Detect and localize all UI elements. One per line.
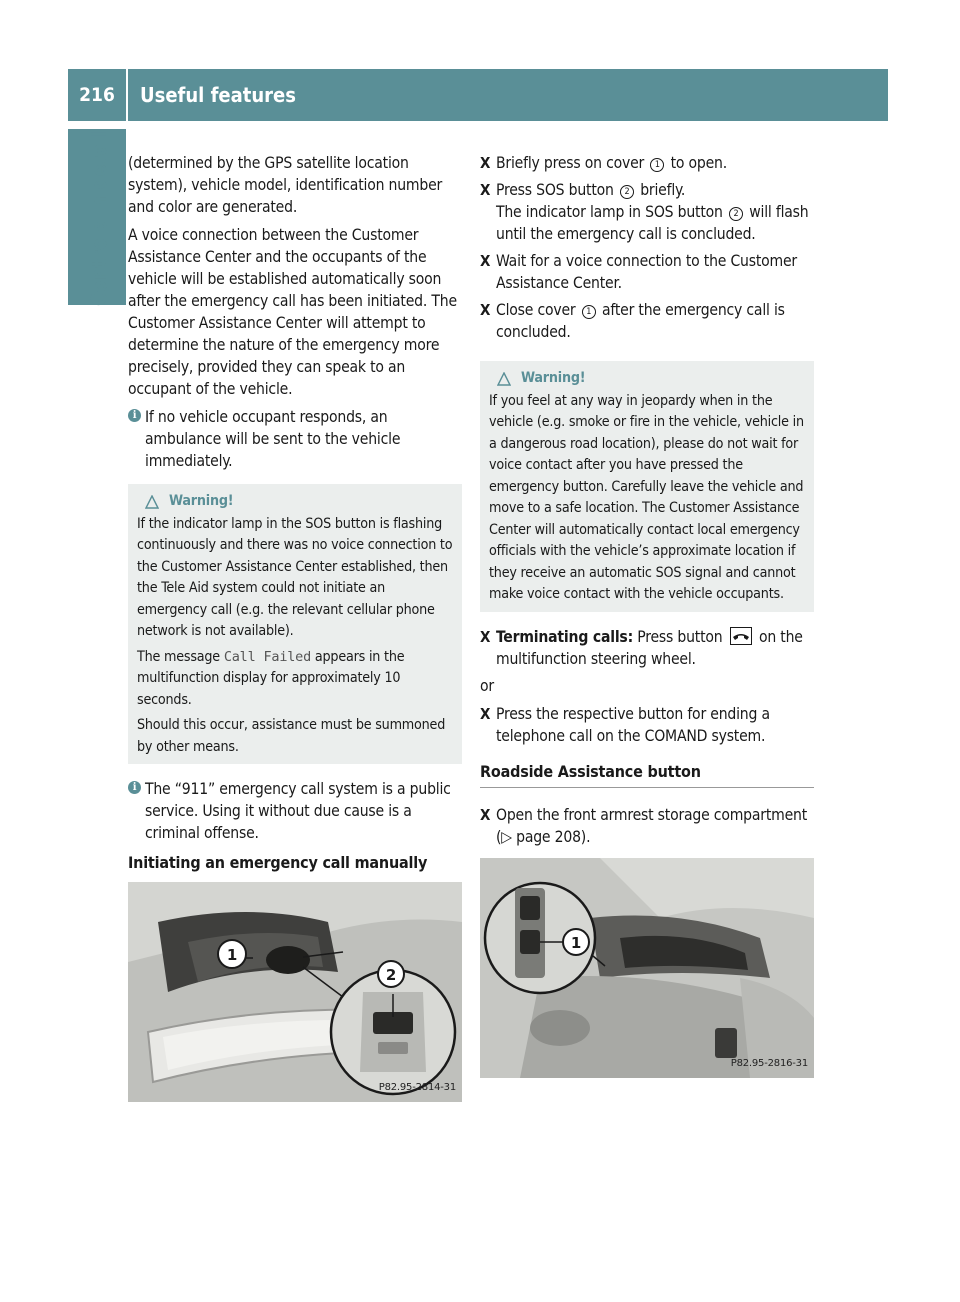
ref-1: 1	[650, 158, 664, 172]
step-text: briefly.	[635, 181, 686, 199]
info-icon: i	[128, 409, 141, 422]
warning-box	[128, 484, 462, 764]
step-text: after the emergency call is concluded.	[496, 301, 785, 341]
image-caption: P82.95-2814-31	[378, 1082, 456, 1093]
warning-title-text: Warning!	[169, 493, 234, 509]
step-item	[480, 299, 814, 343]
subheading: Initiating an emergency call manually	[128, 853, 428, 872]
step-marker: X	[480, 301, 491, 319]
warning-text: appears in the multifunction display for approximately 10 seconds.	[137, 648, 405, 708]
step-item	[480, 703, 814, 747]
chapter-label: Controls in detail	[87, 131, 111, 306]
callout-2: 2	[385, 966, 397, 984]
info-note-text: If no vehicle occupant responds, an ambulance will be sent to the vehicle immediately.	[145, 408, 401, 470]
step-marker: X	[480, 627, 491, 646]
info-icon: i	[128, 781, 141, 794]
step-item	[480, 804, 814, 848]
armrest-illustration	[480, 858, 814, 1078]
image-caption: P82.95-2816-31	[730, 1057, 808, 1069]
step-text: Press the respective button for ending a telephone call on the COMAND system.	[496, 704, 770, 745]
warning-title	[137, 491, 454, 513]
section-heading: Roadside Assistance button	[480, 761, 814, 788]
warning-paragraph: Should this occur, assistance must be summoned by other means.	[137, 717, 446, 755]
step-item	[480, 179, 814, 245]
header-divider	[126, 69, 128, 121]
warning-title-text: Warning!	[521, 370, 586, 386]
info-note-text: The “911” emergency call system is a public service. Using it without due cause is a criminal offense.	[145, 780, 451, 842]
info-note	[128, 406, 462, 472]
step-marker: X	[480, 154, 491, 172]
ref-2: 2	[620, 185, 634, 199]
step-marker: X	[480, 252, 491, 270]
paragraph: A voice connection between the Customer Assistance Center and the occupants of the vehicle will be established automatically soon after the emergency call has been initiated. The Customer Assistance Center will attempt to determine the nature of the emergency more precisely, provided they can speak to an occupant of the vehicle.	[128, 226, 457, 398]
armrest-photo	[480, 858, 814, 1078]
ref-1: 1	[582, 305, 596, 319]
warning-triangle-icon	[497, 372, 511, 386]
step-text: The indicator lamp in SOS button	[496, 203, 727, 221]
step-text: Close cover	[496, 301, 580, 319]
warning-paragraph: If the indicator lamp in the SOS button is flashing continuously and there was no voice connection to the Customer Assistance Center established, then the Tele Aid system could not initiate an emergency call (e.g. the relevant cellular phone network is not available).	[137, 515, 453, 639]
left-column	[128, 152, 462, 1102]
info-note	[128, 778, 462, 844]
step-text: to open.	[666, 154, 727, 172]
warning-paragraph: If you feel at any way in jeopardy when in the vehicle (e.g. smoke or fire in the vehicle, vehicle in a dangerous road location), please do not wait for voice contact after you have pressed the emergency button. Carefully leave the vehicle and move to a safe location. The Customer Assistance Center will automatically contact local emergency officials with the vehicle’s approximate location if they receive an automatic SOS signal and cannot make voice contact with the vehicle occupants.	[489, 392, 804, 602]
end-call-key-icon	[730, 627, 752, 645]
step-text: will flash until the emergency call is concluded.	[496, 203, 809, 243]
step-item	[480, 626, 814, 670]
paragraph: (determined by the GPS satellite location system), vehicle model, identification number and color are generated.	[128, 154, 443, 216]
step-item	[480, 152, 814, 174]
step-text: on the multifunction steering wheel.	[496, 627, 803, 668]
ref-2: 2	[729, 207, 743, 221]
step-label: Terminating calls:	[496, 627, 633, 646]
section-title: Useful features	[140, 83, 296, 107]
page-number: 216	[79, 84, 115, 106]
warning-box	[480, 361, 814, 612]
warning-title	[489, 368, 806, 390]
warning-paragraph	[137, 647, 454, 712]
step-marker: X	[480, 805, 491, 824]
warning-text: The message	[137, 648, 224, 665]
step-text: Wait for a voice connection to the Customer Assistance Center.	[496, 252, 797, 292]
step-text: Open the front armrest storage compartment (▷ page 208).	[496, 805, 808, 846]
mirror-illustration	[128, 882, 462, 1102]
step-text: Press SOS button	[496, 181, 618, 199]
or-text: or	[480, 676, 494, 695]
callout-1: 1	[570, 933, 582, 952]
step-marker: X	[480, 704, 491, 723]
right-column	[480, 152, 814, 1078]
mirror-sos-photo	[128, 882, 462, 1102]
warning-triangle-icon	[145, 495, 159, 509]
step-item	[480, 250, 814, 294]
step-text: Briefly press on cover	[496, 154, 649, 172]
display-message: Call Failed	[223, 648, 312, 665]
step-text: Press button	[633, 627, 727, 646]
page-header	[68, 69, 888, 121]
step-marker: X	[480, 181, 491, 199]
callout-1: 1	[226, 946, 238, 964]
